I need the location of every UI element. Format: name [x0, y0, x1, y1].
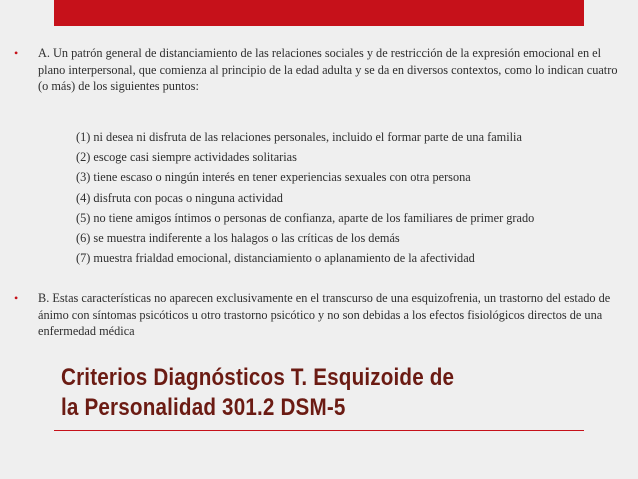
list-item: (1) ni desea ni disfruta de las relaciones personales, incluido el formar parte de una familia	[76, 130, 522, 144]
bullet-icon: •	[14, 291, 19, 305]
criterion-a	[14, 45, 622, 95]
list-item: (6) se muestra indiferente a los halagos o las críticas de los demás	[76, 231, 400, 246]
slide-title-line-2: la Personalidad 301.2 DSM-5	[61, 394, 346, 421]
list-item: (5) no tiene amigos íntimos o personas de confianza, aparte de los familiares de primer grado	[76, 210, 535, 225]
top-accent-bar	[54, 0, 584, 26]
bullet-icon: •	[14, 46, 19, 60]
criteria-list	[76, 127, 626, 268]
criterion-a-text: A. Un patrón general de distanciamiento de las relaciones sociales y de restricción de la expresión emocional en el plano interpersonal, que comienza al principio de la edad adulta y se da en diversos contextos, como lo indican cuatro (o más) de los siguientes puntos:	[38, 46, 618, 93]
list-item: (4) disfruta con pocas o ninguna actividad	[76, 190, 283, 205]
title-underline	[54, 430, 584, 431]
list-item: (3) tiene escaso o ningún interés en tener experiencias sexuales con otra persona	[76, 170, 471, 185]
list-item: (2) escoge casi siempre actividades solitarias	[76, 150, 297, 165]
criterion-b	[14, 290, 622, 340]
slide-title-line-1: Criterios Diagnósticos T. Esquizoide de	[61, 364, 455, 391]
criterion-b-text: B. Estas características no aparecen exclusivamente en el transcurso de una esquizofrenia, un trastorno del estado de ánimo con síntomas psicóticos u otro trastorno psicótico y no son debidas a los efectos fisiológicos directos de una enfermedad médica	[38, 291, 611, 338]
list-item: (7) muestra frialdad emocional, distanciamiento o aplanamiento de la afectividad	[76, 251, 475, 266]
slide-title	[61, 363, 517, 423]
